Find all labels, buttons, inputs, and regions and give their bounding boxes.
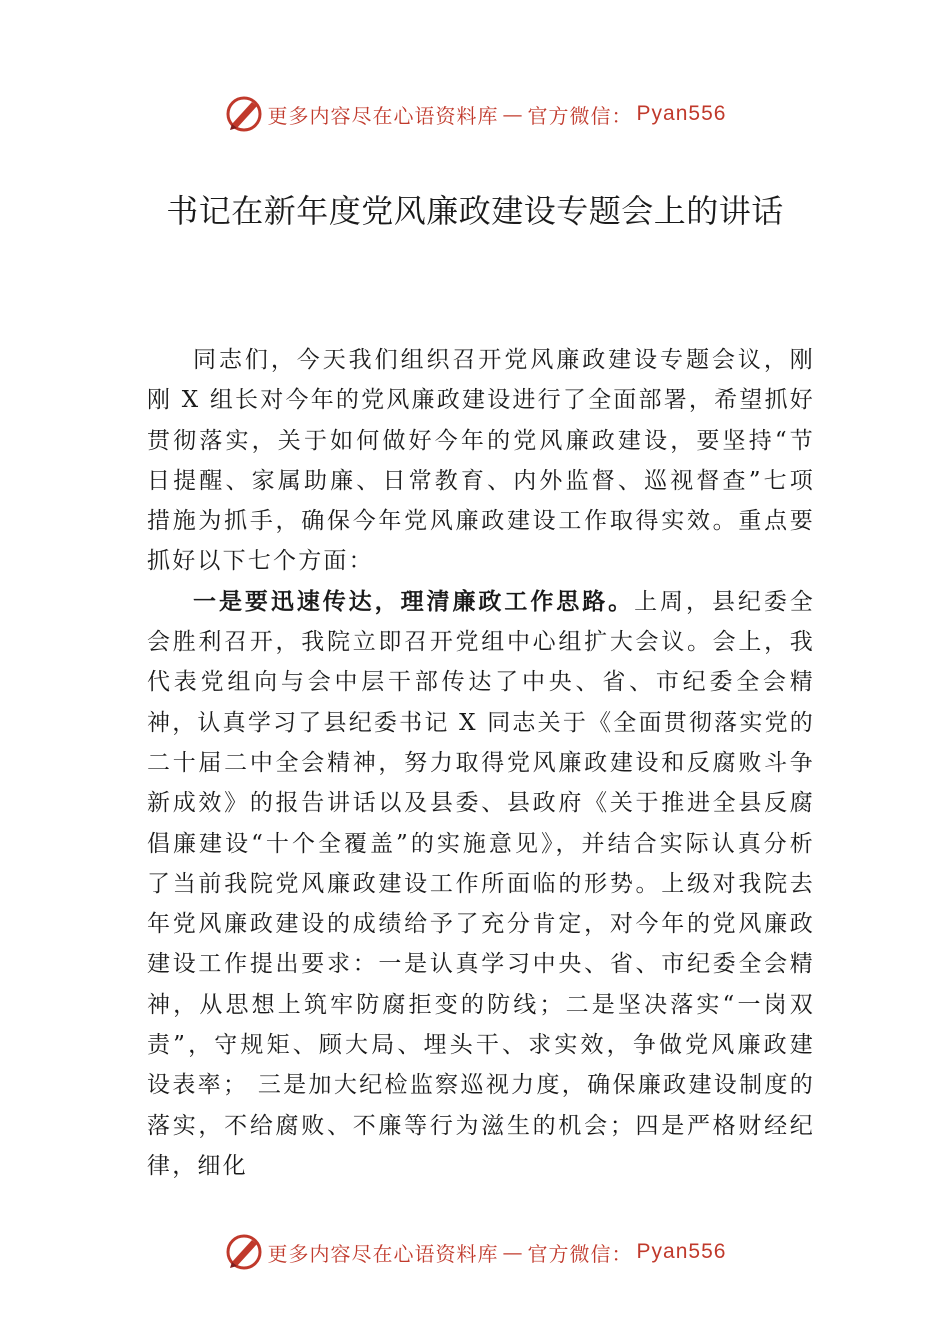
document-body <box>147 340 815 1186</box>
footer-wechat-id: Pyan556 <box>636 1240 727 1263</box>
first-point-body: 上周，县纪委全会胜利召开，我院立即召开党组中心组扩大会议。会上，我代表党组向与会中层干部传达了中央、省、市纪委全会精神，认真学习了县纪委书记 X 同志关于《全面贯彻落实党的二十届二中全会精神，努力取得党风廉政建设和反腐败斗争新成效》的报告讲话以及县委、县政府《关于推进全县反腐倡廉建设“十个全覆盖”的实施意见》，并结合实际认真分析了当前我院党风廉政建设工作所面临的形势。上级对我院去年党风廉政建设的成绩给予了充分肯定，对今年的党风廉政建设工作提出要求：一是认真学习中央、省、市纪委全会精神，从思想上筑牢防腐拒变的防线；二是坚决落实“一岗双责”，守规矩、顾大局、埋头干、求实效，争做党风廉政建设表率； 三是加大纪检监察巡视力度，确保廉政建设制度的落实，不给腐败、不廉等行为滋生的机会；四是严格财经纪律，细化 <box>147 588 815 1179</box>
footer-wechat-label: 官方微信： <box>527 1241 633 1266</box>
pen-logo-icon <box>224 94 264 134</box>
first-point-heading: 一是要迅速传达，理清廉政工作思路。 <box>193 588 635 615</box>
header-banner-separator: — <box>502 102 524 126</box>
header-wechat-label: 官方微信： <box>527 103 633 128</box>
footer-banner <box>0 1230 950 1274</box>
paragraph-intro: 同志们，今天我们组织召开党风廉政建设专题会议，刚刚 X 组长对今年的党风廉政建设进行了全面部署，希望抓好贯彻落实，关于如何做好今年的党风廉政建设，要坚持“节日提醒、家属助廉、日常教育、内外监督、巡视督查”七项措施为抓手，确保今年党风廉政建设工作取得实效。重点要抓好以下七个方面： <box>147 347 815 575</box>
pen-logo-icon <box>224 1232 264 1272</box>
paragraph-first-point <box>147 582 815 1186</box>
header-banner <box>0 92 950 136</box>
header-banner-text: 更多内容尽在心语资料库 <box>267 103 499 128</box>
footer-banner-separator: — <box>502 1240 524 1264</box>
document-title: 书记在新年度党风廉政建设专题会上的讲话 <box>166 192 784 230</box>
header-wechat-id: Pyan556 <box>636 102 727 125</box>
footer-banner-text: 更多内容尽在心语资料库 <box>267 1241 499 1266</box>
